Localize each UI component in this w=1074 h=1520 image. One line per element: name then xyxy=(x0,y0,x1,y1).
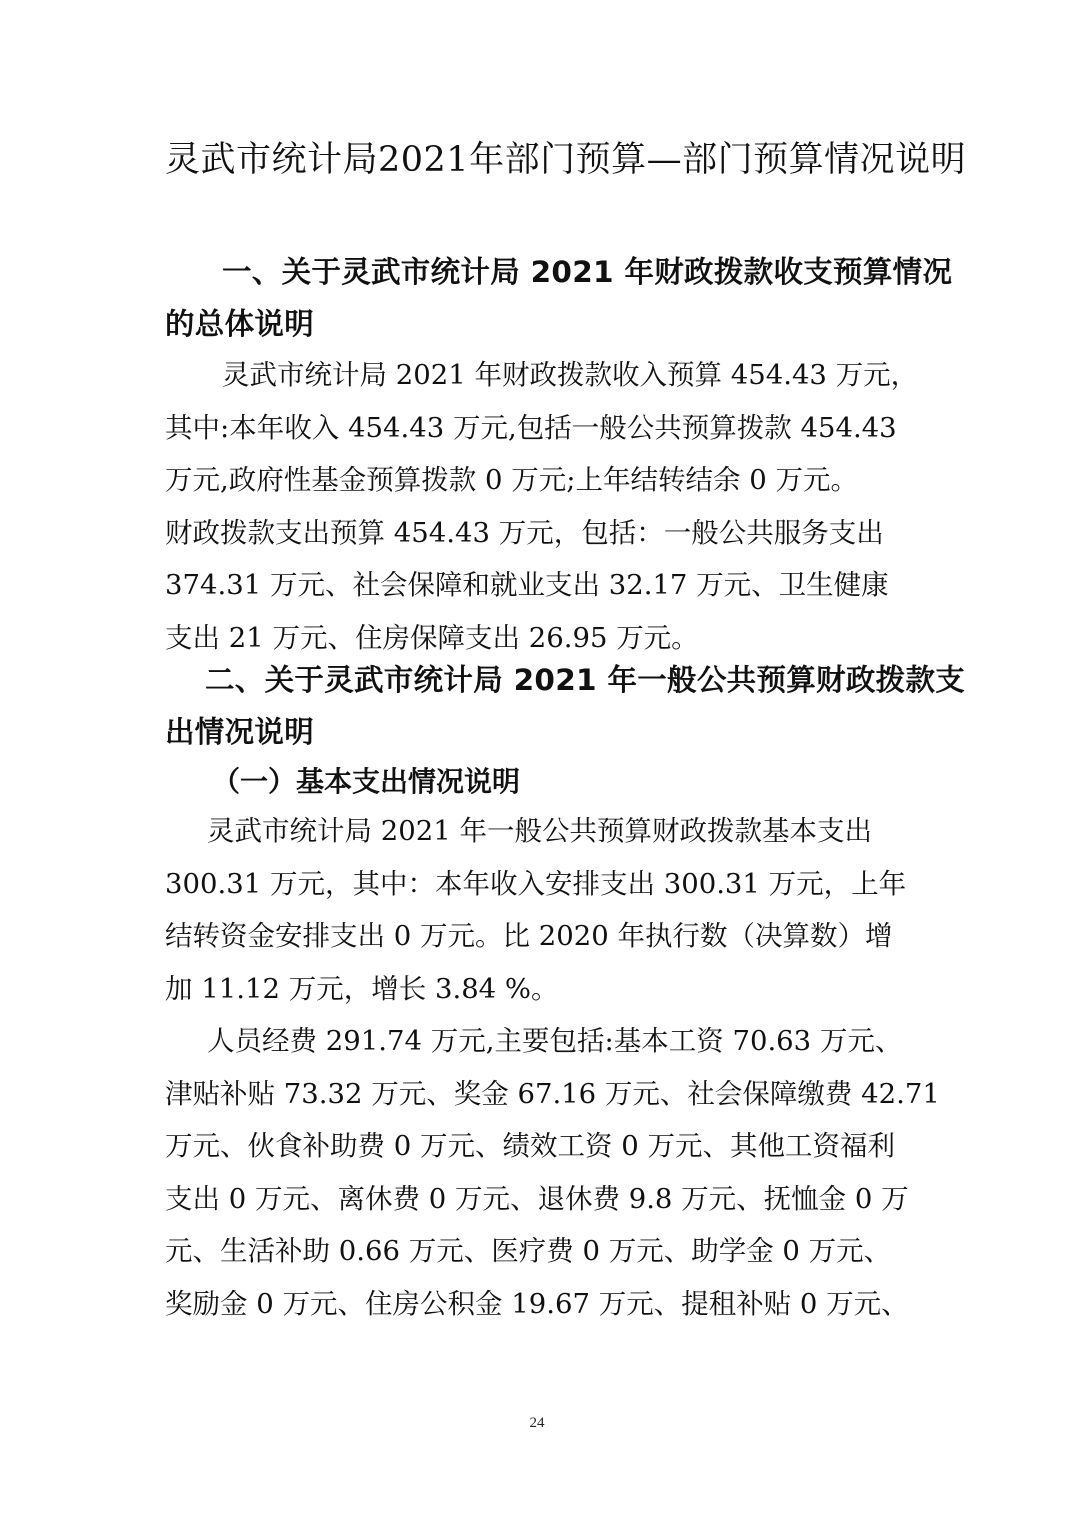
paragraph-line: 支出 21 万元、住房保障支出 26.95 万元。 xyxy=(165,621,699,654)
section-1-paragraph xyxy=(165,349,925,664)
paragraph-line: 结转资金安排支出 0 万元。比 2020 年执行数（决算数）增 xyxy=(165,920,893,952)
subsection-heading: （一）基本支出情况说明 xyxy=(212,765,521,798)
paragraph-line: 津贴补贴 73.32 万元、奖金 67.16 万元、社会保障缴费 42.71 xyxy=(165,1077,940,1110)
paragraph-line: 人员经费 291.74 万元,主要包括:基本工资 70.63 万元、 xyxy=(207,1025,903,1057)
paragraph-line: 300.31 万元，其中：本年收入安排支出 300.31 万元，上年 xyxy=(165,867,907,900)
basic-expenditure-paragraph xyxy=(165,805,925,1015)
paragraph-line: 灵武市统计局 2021 年财政拨款收入预算 454.43 万元， xyxy=(222,359,919,391)
section-2-heading-line: 出情况说明 xyxy=(165,715,315,749)
section-1-heading-line: 的总体说明 xyxy=(165,307,315,341)
section-2-heading-line: 二、关于灵武市统计局 2021 年一般公共预算财政拨款支 xyxy=(205,663,966,697)
paragraph-line: 万元、伙食补助费 0 万元、绩效工资 0 万元、其他工资福利 xyxy=(165,1130,895,1162)
paragraph-line: 灵武市统计局 2021 年一般公共预算财政拨款基本支出 xyxy=(207,815,872,847)
section-1-heading-line: 一、关于灵武市统计局 2021 年财政拨款收支预算情况 xyxy=(222,255,953,289)
section-1-heading xyxy=(165,246,953,350)
paragraph-line: 374.31 万元、社会保障和就业支出 32.17 万元、卫生健康 xyxy=(165,569,889,601)
paragraph-line: 奖励金 0 万元、住房公积金 19.67 万元、提租补贴 0 万元、 xyxy=(165,1287,909,1320)
page-title: 灵武市统计局2021年部门预算—部门预算情况说明 xyxy=(165,140,967,180)
paragraph-line: 财政拨款支出预算 454.43 万元，包括：一般公共服务支出 xyxy=(165,516,884,549)
personnel-expense-paragraph xyxy=(165,1015,940,1330)
page-number: 24 xyxy=(529,1415,545,1431)
paragraph-line: 其中:本年收入 454.43 万元,包括一般公共预算拨款 454.43 xyxy=(165,411,897,444)
paragraph-line: 万元,政府性基金预算拨款 0 万元;上年结转结余 0 万元。 xyxy=(165,464,858,496)
paragraph-line: 支出 0 万元、离休费 0 万元、退休费 9.8 万元、抚恤金 0 万 xyxy=(165,1182,909,1215)
paragraph-line: 加 11.12 万元，增长 3.84 %。 xyxy=(165,972,559,1005)
paragraph-line: 元、生活补助 0.66 万元、医疗费 0 万元、助学金 0 万元、 xyxy=(165,1235,892,1267)
section-2-heading xyxy=(165,654,966,758)
